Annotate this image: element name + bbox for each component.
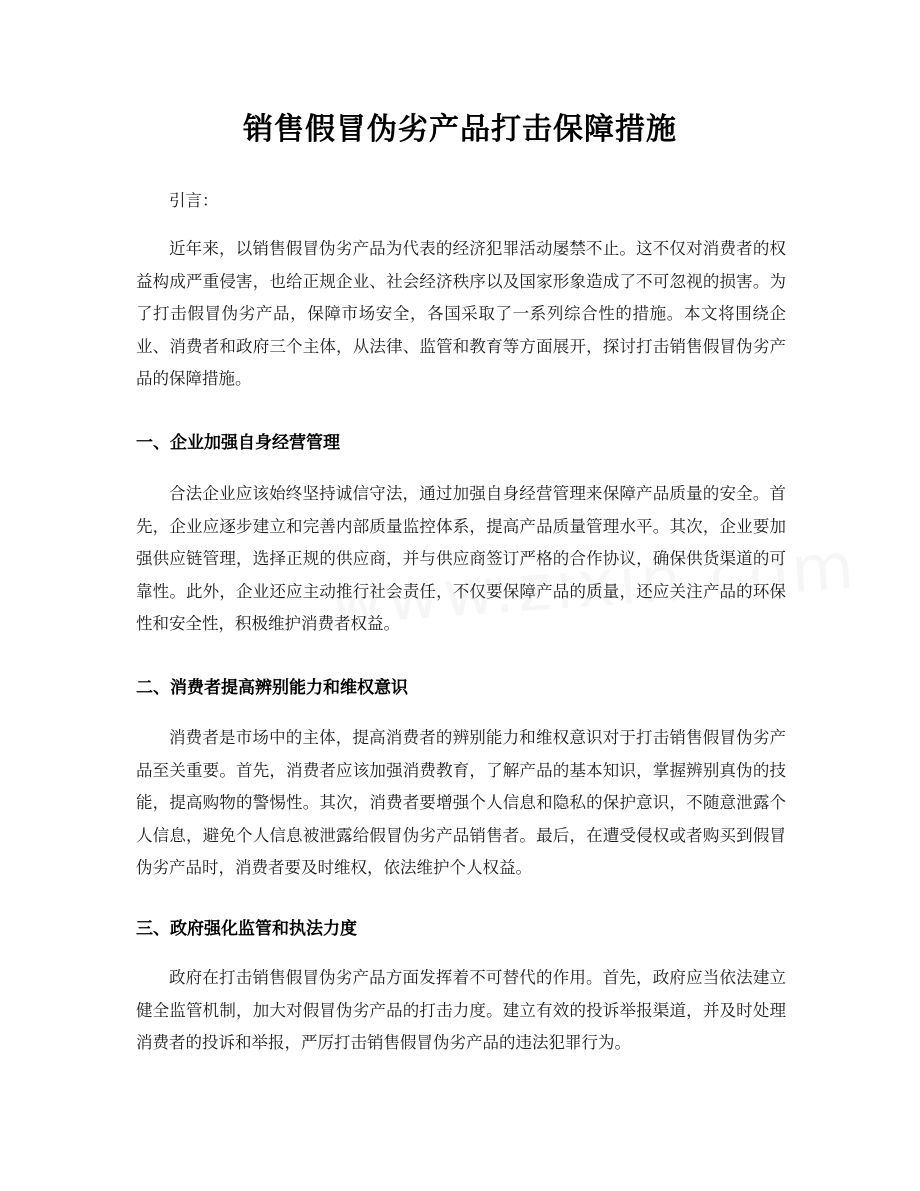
section-3-paragraph: 政府在打击销售假冒伪劣产品方面发挥着不可替代的作用。首先，政府应当依法建立健全监管机制，加大对假冒伪劣产品的打击力度。建立有效的投诉举报渠道，并及时处理消费者的投诉和举报，严厉打击销售假冒伪劣产品的违法犯罪行为。: [136, 968, 786, 1052]
intro-label: 引言：: [169, 191, 219, 210]
section-2-heading: 二、消费者提高辨别能力和维权意识: [136, 678, 408, 698]
section-1-paragraph: 合法企业应该始终坚持诚信守法，通过加强自身经营管理来保障产品质量的安全。首先，企业应逐步建立和完善内部质量监控体系，提高产品质量管理水平。其次，企业要加强供应链管理，选择正规的供应商，并与供应商签订严格的合作协议，确保供货渠道的可靠性。此外，企业还应主动推行社会责任，不仅要保障产品的质量，还应关注产品的环保性和安全性，积极维护消费者权益。: [136, 484, 786, 633]
section-1-heading: 一、企业加强自身经营管理: [136, 433, 340, 453]
intro-paragraph: 近年来，以销售假冒伪劣产品为代表的经济犯罪活动屡禁不止。这不仅对消费者的权益构成严重侵害，也给正规企业、社会经济秩序以及国家形象造成了不可忽视的损害。为了打击假冒伪劣产品，保障市场安全，各国采取了一系列综合性的措施。本文将围绕企业、消费者和政府三个主体，从法律、监管和教育等方面展开，探讨打击销售假冒伪劣产品的保障措施。: [136, 239, 786, 388]
document-title: 销售假冒伪劣产品打击保障措施: [243, 112, 677, 147]
section-2-paragraph: 消费者是市场中的主体，提高消费者的辨别能力和维权意识对于打击销售假冒伪劣产品至关重要。首先，消费者应该加强消费教育，了解产品的基本知识，掌握辨别真伪的技能，提高购物的警惕性。其次，消费者要增强个人信息和隐私的保护意识，不随意泄露个人信息，避免个人信息被泄露给假冒伪劣产品销售者。最后，在遭受侵权或者购买到假冒伪劣产品时，消费者要及时维权，依法维护个人权益。: [136, 728, 786, 877]
section-3-heading: 三、政府强化监管和执法力度: [136, 919, 357, 939]
